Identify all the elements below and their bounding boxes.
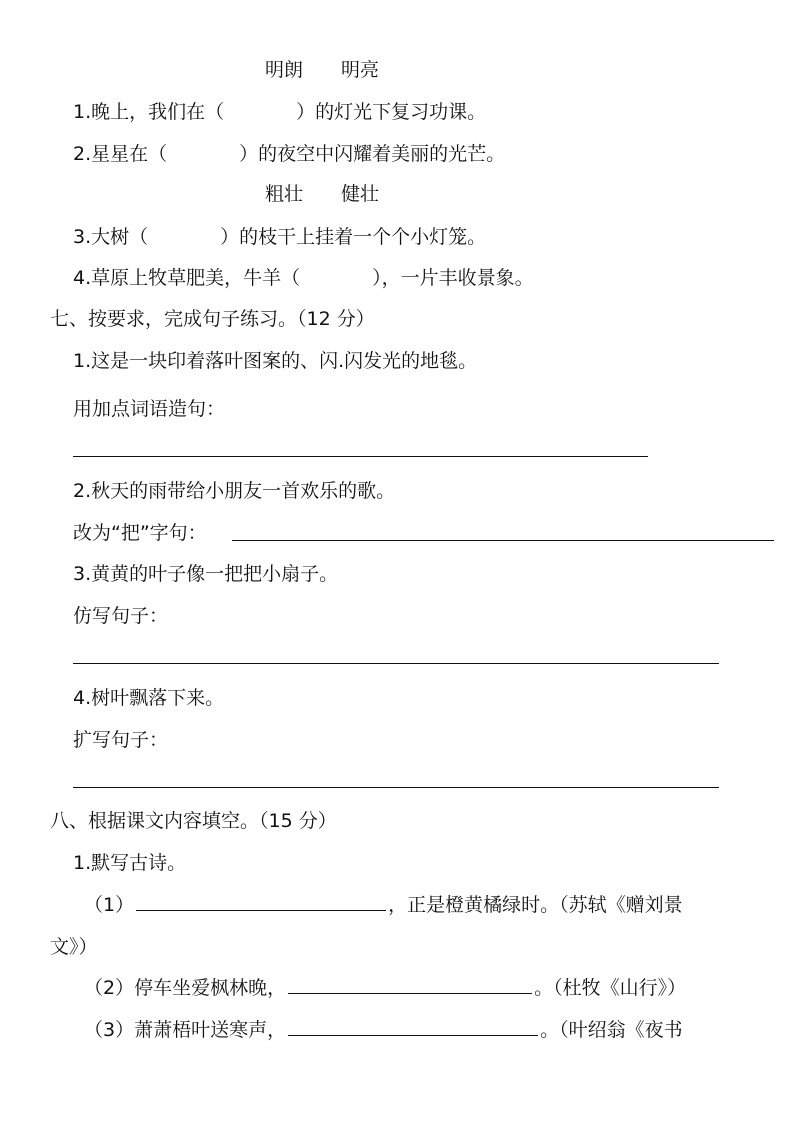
poem-1-after: ，正是橙黄橘绿时。（苏轼《赠刘景 bbox=[388, 894, 683, 916]
s7-item-4-text: 树叶飘落下来。 bbox=[91, 687, 225, 709]
q6-item-3-after: ）的枝干上挂着一个个小灯笼。 bbox=[220, 226, 487, 248]
poem-3-before: 萧萧梧叶送寒声， bbox=[134, 1019, 287, 1041]
s8-sub-1: 1.默写古诗。 bbox=[73, 852, 187, 874]
q6-item-1-after: ）的灯光下复习功课。 bbox=[296, 101, 487, 123]
word-choices-1: 明朗 明亮 bbox=[265, 59, 380, 81]
s7-item-3-text: 黄黄的叶子像一把把小扇子。 bbox=[91, 563, 339, 585]
q6-item-2-label: 2. bbox=[73, 143, 92, 165]
s7-item-4-prompt: 扩写句子： bbox=[73, 729, 169, 751]
s7-item-1-num: 1. bbox=[73, 350, 92, 372]
poem-2-after: 。（杜牧《山行》） bbox=[534, 977, 687, 999]
s7-item-1-prompt: 用加点词语造句： bbox=[73, 398, 226, 420]
q6-item-4 bbox=[73, 265, 534, 291]
poem-3-after: 。（叶绍翁《夜书 bbox=[540, 1019, 683, 1041]
s7-item-3-prompt: 仿写句子： bbox=[73, 605, 169, 627]
q6-item-4-label: 4. bbox=[73, 267, 92, 289]
s7-item-1-text: 这是一块印着落叶图案的、闪.闪发光的地毯。 bbox=[91, 350, 478, 372]
section-8-title: 八、根据课文内容填空。（15 分） bbox=[50, 810, 337, 832]
s7-item-4-answer-line[interactable] bbox=[73, 787, 719, 788]
s7-item-3 bbox=[73, 561, 338, 587]
s7-item-2-num: 2. bbox=[73, 480, 92, 502]
poem-2-blank[interactable] bbox=[288, 975, 532, 994]
q6-item-3 bbox=[73, 224, 486, 250]
s7-item-2-text: 秋天的雨带给小朋友一首欢乐的歌。 bbox=[91, 480, 396, 502]
q6-item-2 bbox=[73, 141, 505, 167]
poem-line-3 bbox=[84, 1017, 683, 1043]
poem-3-num: （3） bbox=[84, 1019, 135, 1041]
q6-item-1-label: 1. bbox=[73, 101, 92, 123]
q6-item-1 bbox=[73, 99, 486, 125]
s7-item-2-answer-line[interactable] bbox=[232, 540, 774, 541]
s7-item-1-answer-line[interactable] bbox=[73, 456, 648, 457]
poem-1-num: （1） bbox=[84, 894, 135, 916]
section-7-title: 七、按要求，完成句子练习。（12 分） bbox=[50, 308, 375, 330]
poem-1-cont: 文》） bbox=[50, 936, 98, 958]
q6-item-4-after: ），一片丰收景象。 bbox=[372, 267, 534, 289]
s7-item-4 bbox=[73, 685, 224, 711]
q6-item-1-before: 晚上，我们在（ bbox=[91, 101, 225, 123]
poem-2-before: 停车坐爱枫林晚， bbox=[134, 977, 287, 999]
word-choices-2: 粗壮 健壮 bbox=[265, 183, 380, 205]
q6-item-3-label: 3. bbox=[73, 226, 92, 248]
poem-line-2 bbox=[84, 975, 686, 1001]
s7-item-3-num: 3. bbox=[73, 563, 92, 585]
q6-item-2-before: 星星在（ bbox=[91, 143, 168, 165]
poem-1-blank[interactable] bbox=[136, 892, 386, 911]
q6-item-3-before: 大树（ bbox=[91, 226, 149, 248]
poem-3-blank[interactable] bbox=[288, 1017, 538, 1036]
poem-2-num: （2） bbox=[84, 977, 135, 999]
q6-item-2-after: ）的夜空中闪耀着美丽的光芒。 bbox=[239, 143, 506, 165]
s7-item-2 bbox=[73, 478, 395, 504]
s7-item-2-prompt: 改为“把”字句： bbox=[73, 522, 207, 544]
s7-item-4-num: 4. bbox=[73, 687, 92, 709]
s7-item-1 bbox=[73, 348, 477, 374]
poem-line-1 bbox=[84, 892, 683, 918]
s7-item-3-answer-line[interactable] bbox=[73, 663, 719, 664]
q6-item-4-before: 草原上牧草肥美，牛羊（ bbox=[91, 267, 301, 289]
